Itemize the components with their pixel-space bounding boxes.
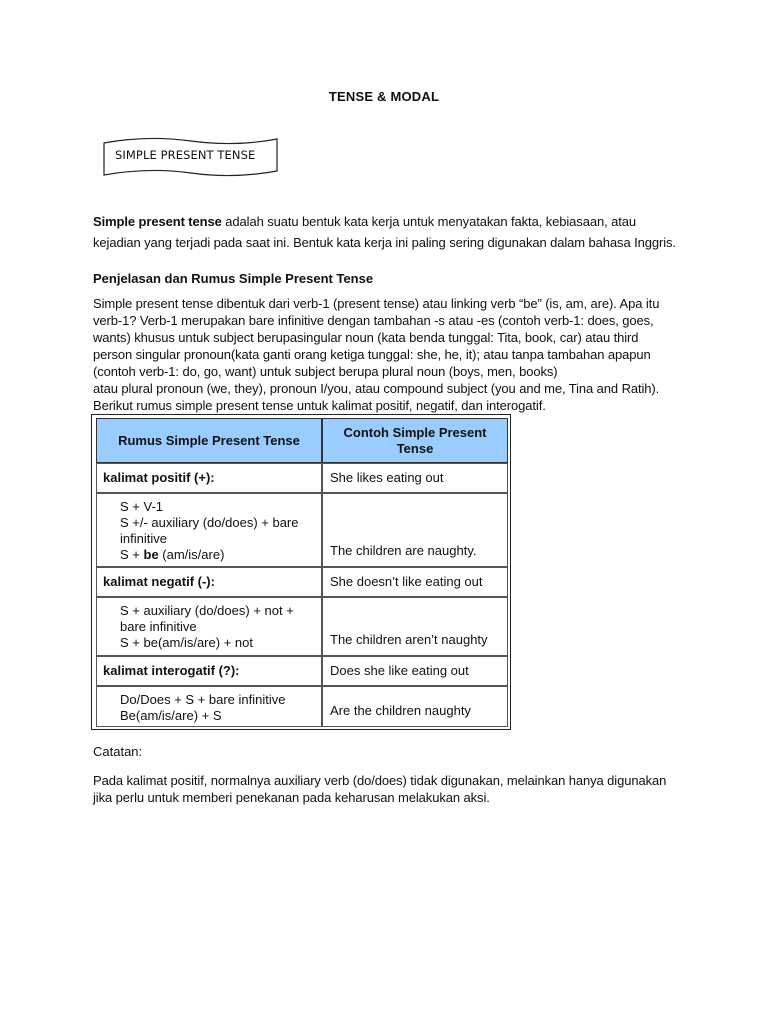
explanation-paragraph xyxy=(93,295,683,414)
positive-patterns xyxy=(96,493,322,567)
negative-label: kalimat negatif (-): xyxy=(96,567,322,597)
section-heading: Penjelasan dan Rumus Simple Present Tense xyxy=(93,271,374,286)
explanation-line: person singular pronoun(kata ganti orang ketiga tunggal: she, he, it); atau tanpa tambahan apapun xyxy=(93,347,651,362)
positive-label: kalimat positif (+): xyxy=(96,463,322,493)
note-line: jika perlu untuk memberi penekanan pada keharusan melakukan aksi. xyxy=(93,790,490,805)
interrogative-pattern-2: Be(am/is/are) + S xyxy=(120,708,222,723)
positive-pattern-2: S +/- auxiliary (do/does) + bare infinitive xyxy=(120,515,299,546)
page-title: TENSE & MODAL xyxy=(328,89,440,104)
explanation-line: Simple present tense dibentuk dari verb-1 (present tense) atau linking verb “be” (is, am, are). Apa itu xyxy=(93,296,660,311)
intro-term: Simple present tense xyxy=(93,214,222,229)
negative-example-bottom xyxy=(322,597,508,656)
interrogative-pattern-1: Do/Does + S + bare infinitive xyxy=(120,692,286,707)
note-label: Catatan: xyxy=(93,744,143,759)
positive-example-bottom xyxy=(322,493,508,567)
intro-text: adalah suatu bentuk kata kerja untuk menyatakan fakta, kebiasaan, atau kejadian yang terjadi pada saat ini. Bentuk kata kerja ini paling sering digunakan dalam bahasa Inggris. xyxy=(93,214,676,250)
note-paragraph xyxy=(93,772,683,806)
negative-example-text: The children aren’t naughty xyxy=(330,632,488,647)
table-header-example: Contoh Simple Present Tense xyxy=(322,418,508,463)
banner-label: SIMPLE PRESENT TENSE xyxy=(115,148,256,162)
positive-example-top: She likes eating out xyxy=(322,463,508,493)
negative-example-top: She doesn’t like eating out xyxy=(322,567,508,597)
explanation-line: Berikut rumus simple present tense untuk kalimat positif, negatif, dan interogatif. xyxy=(93,398,546,413)
section-banner xyxy=(103,135,278,179)
explanation-line: wants) khusus untuk subject berupasingular noun (kata benda tunggal: Tita, book, car) atau third xyxy=(93,330,639,345)
positive-pattern-1: S + V-1 xyxy=(120,499,163,514)
explanation-line: atau plural pronoun (we, they), pronoun I/you, atau compound subject (you and me, Tina and Ratih). xyxy=(93,381,660,396)
negative-patterns xyxy=(96,597,322,656)
negative-pattern-1: S + auxiliary (do/does) + not + bare infinitive xyxy=(120,603,294,634)
negative-pattern-2: S + be(am/is/are) + not xyxy=(120,635,253,650)
formula-table xyxy=(91,414,511,730)
explanation-line: (contoh verb-1: do, go, want) untuk subject berupa plural noun (boys, men, books) xyxy=(93,364,558,379)
interrogative-example-top: Does she like eating out xyxy=(322,656,508,686)
intro-paragraph xyxy=(93,211,683,253)
interrogative-label: kalimat interogatif (?): xyxy=(96,656,322,686)
positive-example-text: The children are naughty. xyxy=(330,543,477,558)
interrogative-patterns xyxy=(96,686,322,727)
positive-pattern-3: S + be (am/is/are) xyxy=(120,547,225,562)
note-line: Pada kalimat positif, normalnya auxiliary verb (do/does) tidak digunakan, melainkan hanya digunakan xyxy=(93,773,667,788)
interrogative-example-text: Are the children naughty xyxy=(330,703,471,718)
table-header-rule: Rumus Simple Present Tense xyxy=(96,418,322,463)
interrogative-example-bottom xyxy=(322,686,508,727)
explanation-line: verb-1? Verb-1 merupakan bare infinitive dengan tambahan -s atau -es (contoh verb-1: does, goes, xyxy=(93,313,654,328)
